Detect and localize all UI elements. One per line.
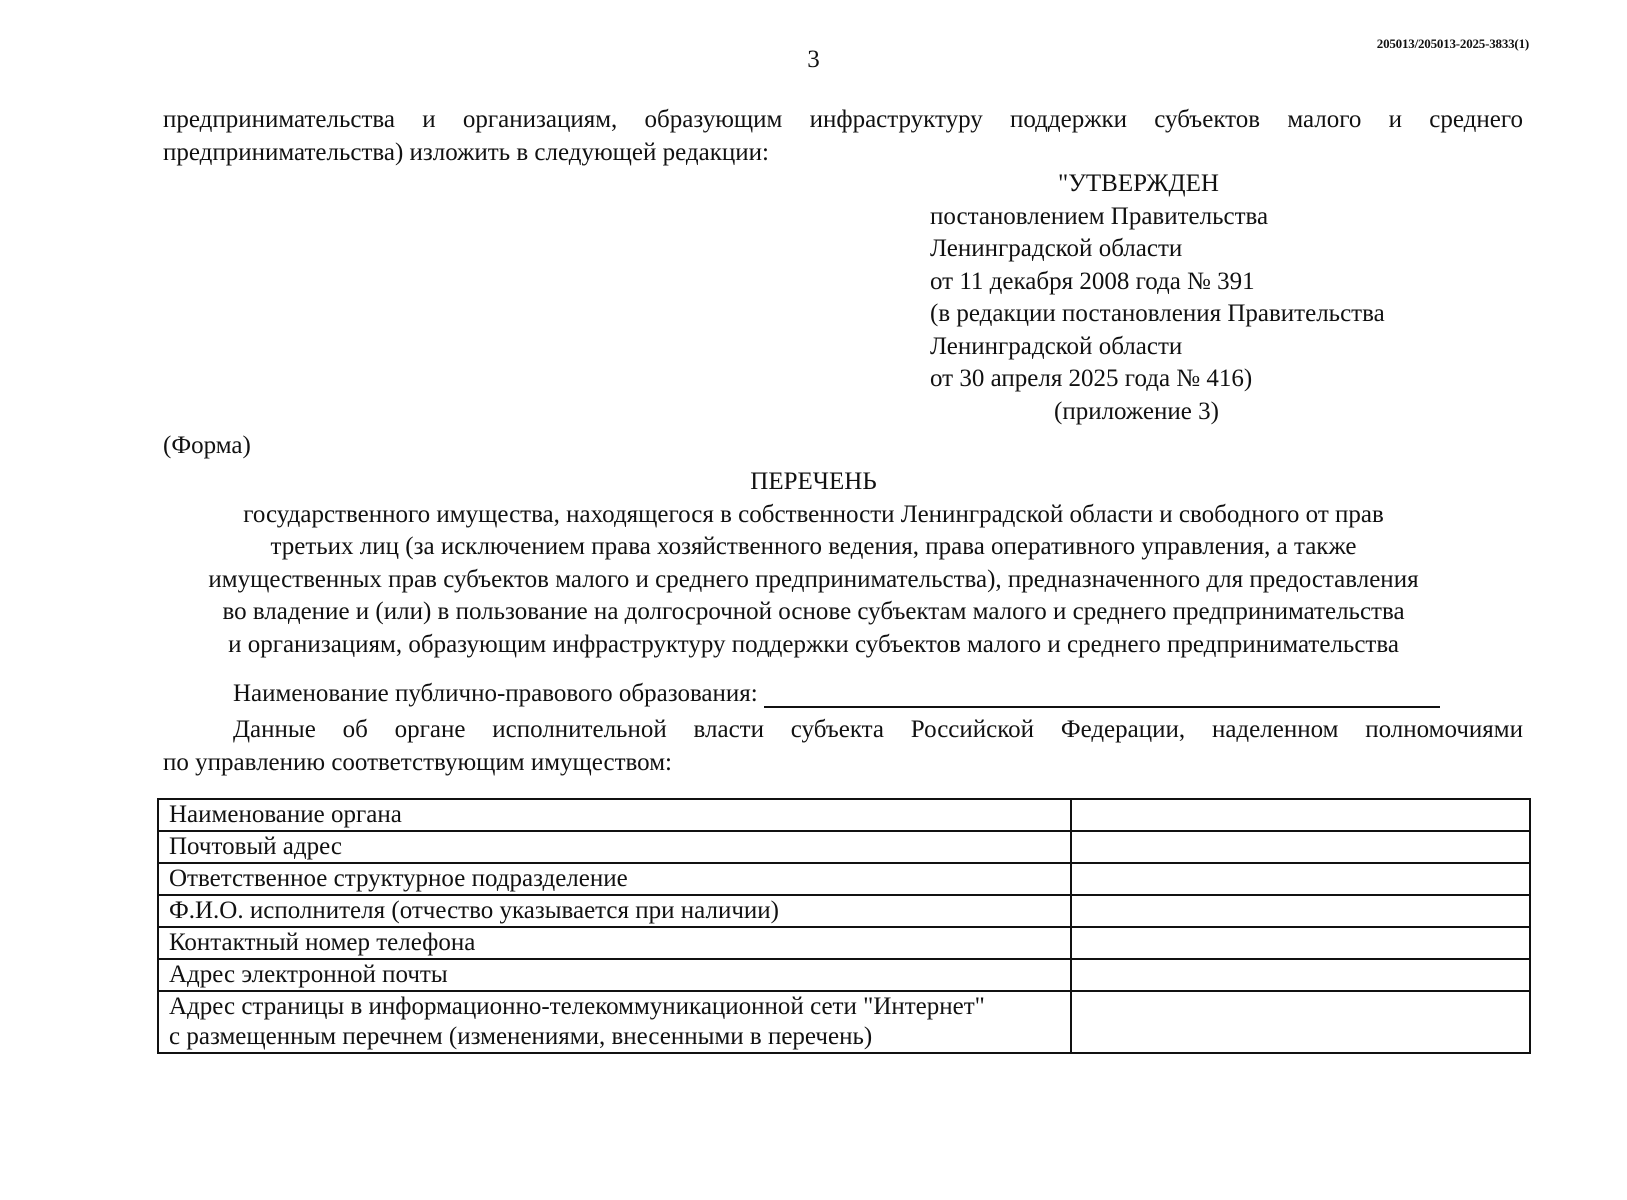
entity-name-field xyxy=(233,680,1440,708)
row-value[interactable] xyxy=(1071,831,1530,863)
title-line: имущественных прав субъектов малого и среднего предпринимательства), предназначенного для предоставления xyxy=(208,565,1419,593)
row-label: Почтовый адрес xyxy=(158,831,1071,863)
row-value[interactable] xyxy=(1071,991,1530,1053)
row-value[interactable] xyxy=(1071,927,1530,959)
document-id: 205013/205013-2025-3833(1) xyxy=(1376,36,1529,51)
intro-paragraph xyxy=(163,103,1523,169)
row-value[interactable] xyxy=(1071,895,1530,927)
title-heading: ПЕРЕЧЕНЬ xyxy=(750,468,877,495)
table-row xyxy=(158,831,1530,863)
page-number: 3 xyxy=(807,46,820,73)
intro-line-2: предпринимательства) изложить в следующей редакции: xyxy=(163,139,769,166)
title-line: во владение и (или) в пользование на долгосрочной основе субъектам малого и среднего предпринимательства xyxy=(222,598,1405,625)
approval-line: Ленинградской области xyxy=(930,235,1183,262)
title-line: и организациям, образующим инфраструктуру поддержки субъектов малого и среднего предпринимательства xyxy=(228,630,1399,658)
approval-annex: (приложение 3) xyxy=(1054,397,1219,425)
table-row xyxy=(158,959,1530,991)
table-row xyxy=(158,991,1530,1053)
table-row xyxy=(158,927,1530,959)
row-label xyxy=(158,991,1071,1053)
row-label: Контактный номер телефона xyxy=(158,927,1071,959)
entity-name-label: Наименование публично-правового образования: xyxy=(233,680,758,707)
title-line: третьих лиц (за исключением права хозяйственного ведения, права оперативного управления, а также xyxy=(270,533,1357,560)
row-value[interactable] xyxy=(1071,863,1530,895)
row-label: Ф.И.О. исполнителя (отчество указывается при наличии) xyxy=(158,895,1071,927)
row-label: Адрес электронной почты xyxy=(158,959,1071,991)
approval-line: от 30 апреля 2025 года № 416) xyxy=(930,365,1253,392)
row-value[interactable] xyxy=(1071,959,1530,991)
intro-line-1: предпринимательства и организациям, образующим инфраструктуру поддержки субъектов малого и среднего xyxy=(163,106,1523,133)
title-line: государственного имущества, находящегося в собственности Ленинградской области и свободного от прав xyxy=(243,500,1384,528)
authority-intro xyxy=(163,713,1523,779)
row-value[interactable] xyxy=(1071,799,1530,831)
approval-head: "УТВЕРЖДЕН xyxy=(1058,170,1219,197)
entity-name-input-line[interactable] xyxy=(764,682,1440,708)
approval-line: от 11 декабря 2008 года № 391 xyxy=(930,267,1255,295)
approval-stamp xyxy=(930,168,1385,428)
authority-intro-line-2: по управлению соответствующим имуществом: xyxy=(163,749,672,776)
approval-line: постановлением Правительства xyxy=(930,202,1269,230)
document-title xyxy=(0,466,1627,661)
authority-info-table xyxy=(157,798,1531,1054)
row-label: Ответственное структурное подразделение xyxy=(158,863,1071,895)
row-label-line-1: Адрес страницы в информационно-телекоммуникационной сети "Интернет" xyxy=(169,993,985,1020)
form-label: (Форма) xyxy=(163,432,251,459)
table-row xyxy=(158,863,1530,895)
row-label-line-2: с размещенным перечнем (изменениями, внесенными в перечень) xyxy=(169,1023,873,1050)
approval-line: (в редакции постановления Правительства xyxy=(930,300,1385,327)
approval-line: Ленинградской области xyxy=(930,332,1183,360)
row-label: Наименование органа xyxy=(158,799,1071,831)
table-row xyxy=(158,799,1530,831)
table-row xyxy=(158,895,1530,927)
authority-intro-line-1: Данные об органе исполнительной власти субъекта Российской Федерации, наделенном полномочиями xyxy=(233,716,1523,743)
